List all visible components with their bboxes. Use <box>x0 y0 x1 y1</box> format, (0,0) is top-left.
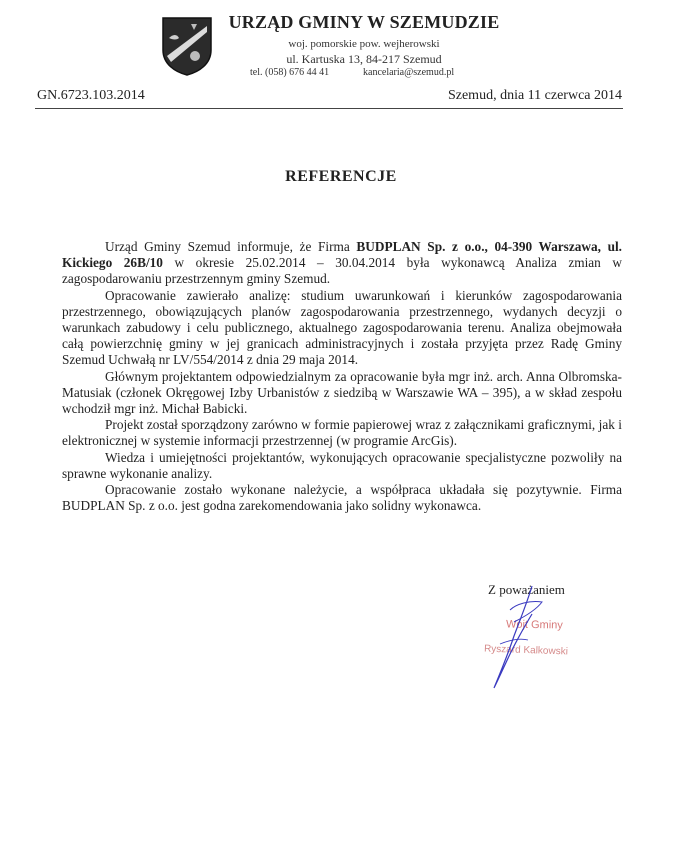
document-title: REFERENCJE <box>285 168 397 185</box>
paragraph <box>62 239 622 288</box>
paragraph: Projekt został sporządzony zarówno w formie papierowej wraz z załącznikami graficznymi, jak i elektronicznej w systemie informacji przestrzennej (w programie ArcGis). <box>62 417 622 449</box>
paragraph-text: w okresie 25.02.2014 – 30.04.2014 była wykonawcą Analiza zmian w zagospodarowaniu przestrzennym gminy Szemud. <box>62 255 622 287</box>
paragraph-text: Urząd Gminy Szemud informuje, że Firma <box>105 239 357 254</box>
company-details: BUDPLAN Sp. z o.o., 04-390 Warszawa, ul. Kickiego 26B/10 <box>62 239 623 271</box>
reference-number: GN.6723.103.2014 <box>37 88 145 103</box>
office-region: woj. pomorskie pow. wejherowski <box>288 38 440 50</box>
stamp-name: Ryszard Kalkowski <box>483 643 569 658</box>
stamp-title: Wójt Gminy <box>505 618 563 632</box>
handwritten-signature <box>470 580 560 695</box>
paragraph: Opracowanie zostało wykonane należycie, a współpraca układała się pozytywnie. Firma BUDPLAN Sp. z o.o. jest godna zarekomendowania jako solidny wykonawca. <box>62 482 622 514</box>
paragraph: Opracowanie zawierało analizę: studium uwarunkowań i kierunków zagospodarowania przestrzennego, obowiązujących planów zagospodarowania przestrzennego, wydanych decyzji o warunkach zabudowy i celu publicznego, aktualnego zagospodarowania terenu. Analiza obejmowała całą powierzchnię gminy w jej granicach administracyjnych i została przyjęta przez Radę Gminy Szemud Uchwałą nr LV/554/2014 z dnia 29 maja 2014. <box>62 287 622 368</box>
paragraph: Wiedza i umiejętności projektantów, wykonujących opracowanie specjalistyczne pozwoliły na sprawne wykonanie analizy. <box>62 449 622 481</box>
office-email: kancelaria@szemud.pl <box>363 67 455 78</box>
office-address: ul. Kartuska 13, 84-217 Szemud <box>286 52 442 66</box>
header-divider <box>35 108 623 109</box>
office-name: URZĄD GMINY W SZEMUDZIE <box>228 12 500 32</box>
coat-of-arms-icon <box>161 16 213 76</box>
letter-body <box>62 239 622 514</box>
closing-phrase: Z poważaniem <box>488 582 565 597</box>
office-phone: tel. (058) 676 44 41 <box>250 67 330 78</box>
paragraph: Głównym projektantem odpowiedzialnym za opracowanie była mgr inż. arch. Anna Olbromska-Matusiak (członek Okręgowej Izby Urbanistów z siedzibą w Warszawie WA – 395), a w skład zespołu wchodził mgr inż. Michał Babicki. <box>62 368 622 417</box>
date-line: Szemud, dnia 11 czerwca 2014 <box>447 88 622 103</box>
